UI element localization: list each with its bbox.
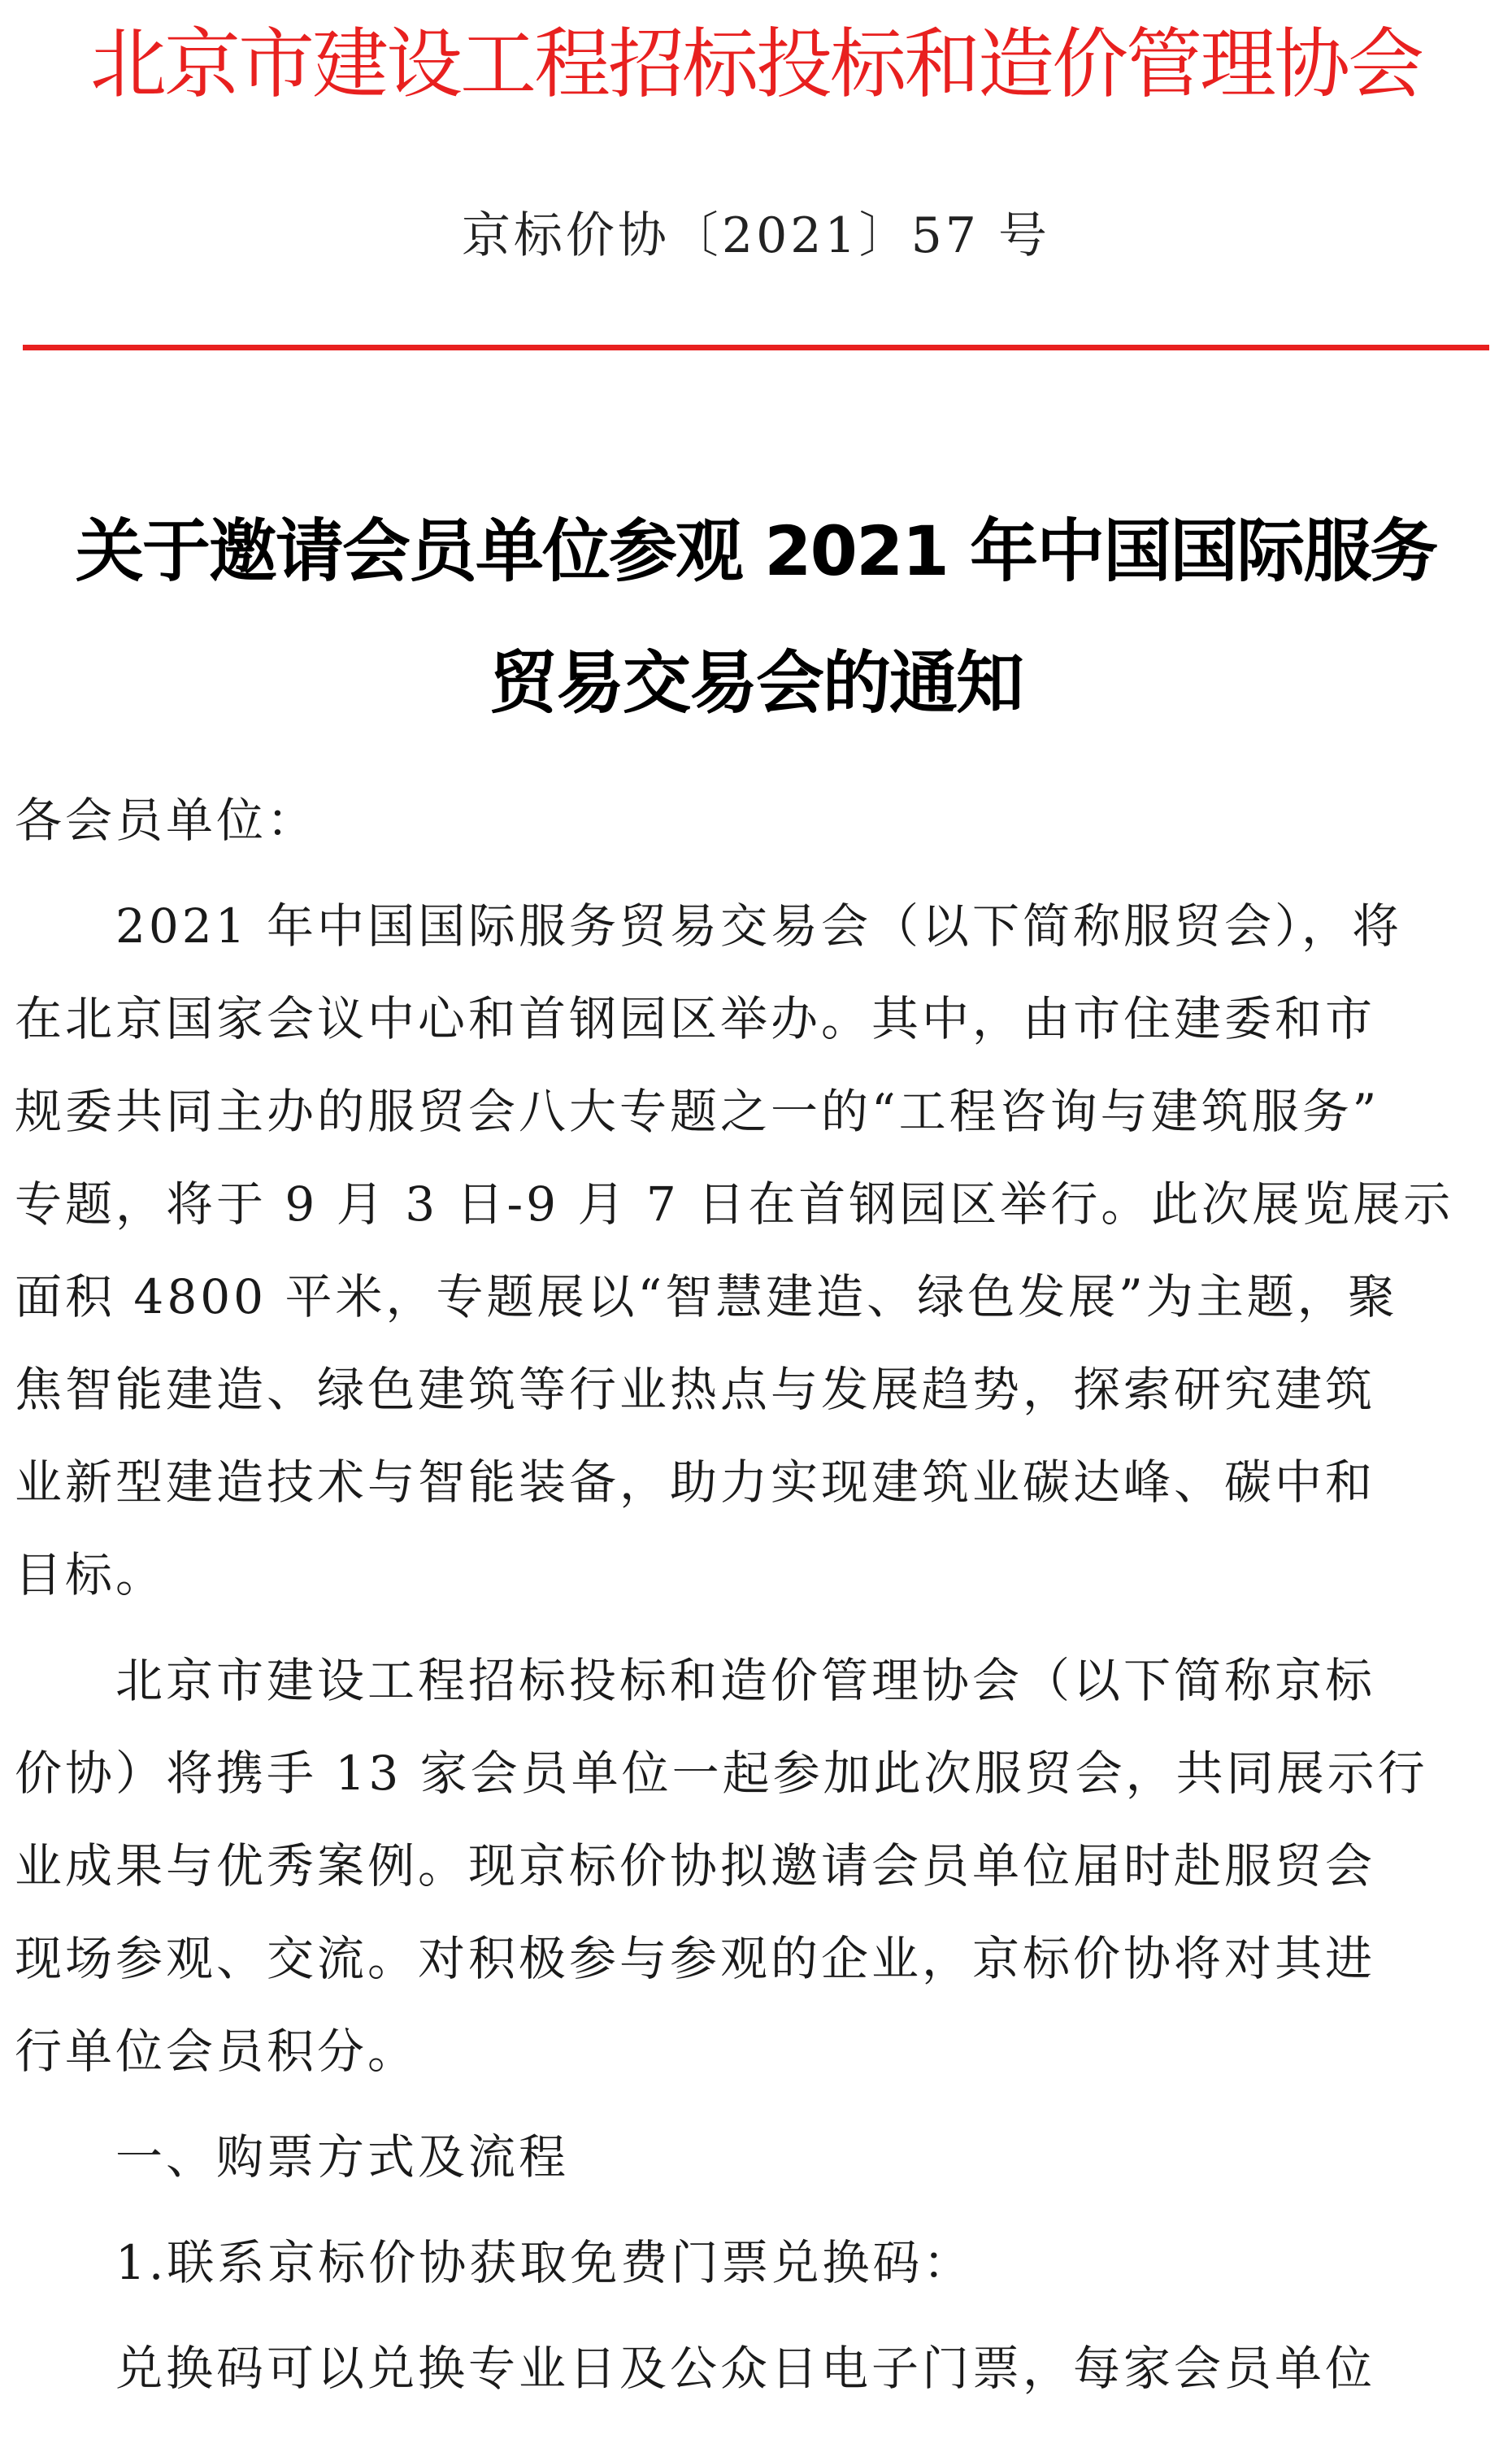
paragraph-2-line: 行单位会员积分。 [15,2024,419,2079]
notice-title-line-2: 贸易交易会的通知 [489,643,1023,723]
paragraph-1-line: 在北京国家会议中心和首钢园区举办。其中，由市住建委和市 [15,991,1376,1046]
section-1-heading: 一、购票方式及流程 [15,2129,570,2185]
org-letterhead-title: 北京市建设工程招标投标和造价管理协会 [89,20,1422,109]
item-1-text: 兑换码可以兑换专业日及公众日电子门票，每家会员单位 [15,2341,1376,2396]
paragraph-1-line: 规委共同主办的服贸会八大专题之一的“工程咨询与建筑服务” [15,1084,1380,1139]
document-number: 京标价协〔2021〕57 号 [461,207,1051,264]
notice-title-line-1: 关于邀请会员单位参观 2021 年中国国际服务 [75,511,1437,591]
letterhead-divider [23,345,1489,350]
paragraph-1-line: 面积 4800 平米，专题展以“智慧建造、绿色发展”为主题，聚 [15,1269,1398,1324]
paragraph-1-line: 焦智能建造、绿色建筑等行业热点与发展趋势，探索研究建筑 [15,1362,1376,1417]
paragraph-1-line: 2021 年中国国际服务贸易交易会（以下简称服贸会），将 [15,898,1403,954]
paragraph-2-line: 现场参观、交流。对积极参与参观的企业，京标价协将对其进 [15,1931,1376,1986]
paragraph-1-line: 业新型建造技术与智能装备，助力实现建筑业碳达峰、碳中和 [15,1454,1376,1510]
item-1-heading: 1.联系京标价协获取免费门票兑换码： [15,2235,974,2290]
paragraph-1-line: 目标。 [15,1547,167,1602]
paragraph-2-line: 业成果与优秀案例。现京标价协拟邀请会员单位届时赴服贸会 [15,1838,1376,1894]
salutation: 各会员单位： [15,793,318,848]
paragraph-2-line: 北京市建设工程招标投标和造价管理协会（以下简称京标 [15,1653,1376,1708]
paragraph-2-line: 价协）将携手 13 家会员单位一起参加此次服贸会，共同展示行 [15,1746,1428,1801]
paragraph-1-line: 专题，将于 9 月 3 日-9 月 7 日在首钢园区举行。此次展览展示 [15,1176,1454,1232]
